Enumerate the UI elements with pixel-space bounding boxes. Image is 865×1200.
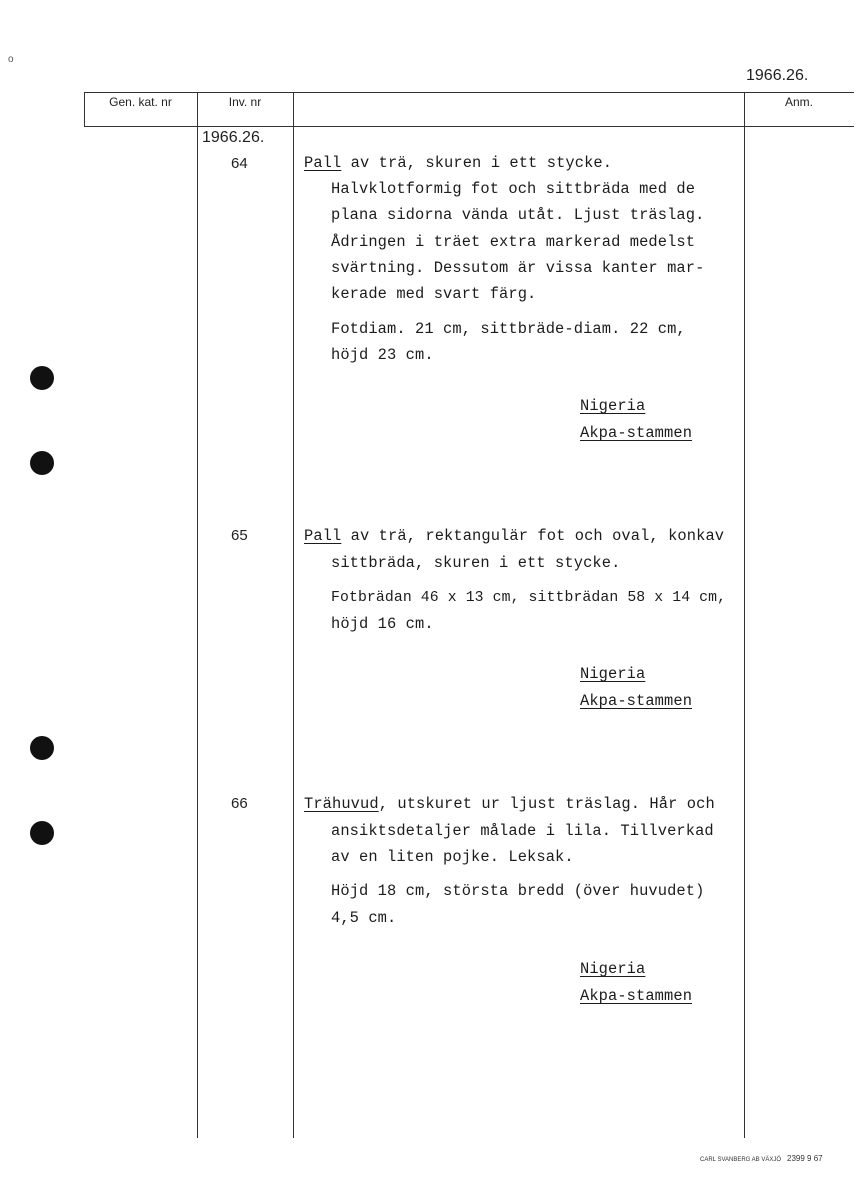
header-anm: Anm.	[784, 95, 813, 109]
printer-footer	[700, 1154, 823, 1163]
description-line: ansiktsdetaljer målade i lila. Tillverkad	[331, 822, 714, 840]
inv-number: 65	[231, 527, 248, 544]
entry-first-line	[304, 523, 724, 549]
printer-name: CARL SVANBERG AB VÄXJÖ	[700, 1157, 782, 1163]
punch-hole-1	[30, 366, 54, 390]
measurement-line: Fotbrädan 46 x 13 cm, sittbrädan 58 x 14 cm,	[331, 590, 727, 606]
first-line-text: av trä, rektangulär fot och oval, konkav	[341, 527, 725, 545]
object-name: Trähuvud	[304, 795, 379, 813]
entry-first-line	[304, 150, 612, 176]
header-top-rule	[84, 92, 854, 93]
description-line: av en liten pojke. Leksak.	[331, 848, 574, 866]
country: Nigeria	[580, 960, 646, 978]
people: Akpa-stammen	[580, 424, 693, 442]
measurement-line: Fotdiam. 21 cm, sittbräde-diam. 22 cm,	[331, 320, 686, 338]
description-line: Halvklotformig fot och sittbräda med de	[331, 180, 696, 198]
first-line-text: , utskuret ur ljust träslag. Hår och	[378, 795, 715, 813]
description-line: sittbräda, skuren i ett stycke.	[331, 554, 621, 572]
entry-first-line	[304, 791, 715, 817]
description-line: Ådringen i träet extra markerad medelst	[331, 233, 696, 251]
description-line: plana sidorna vända utåt. Ljust träslag.	[331, 206, 705, 224]
people: Akpa-stammen	[580, 987, 693, 1005]
col-divider-1	[197, 92, 198, 1138]
col-divider-2	[293, 92, 294, 1138]
country: Nigeria	[580, 665, 646, 683]
col-divider-3	[744, 92, 745, 1138]
punch-hole-3	[30, 736, 54, 760]
country: Nigeria	[580, 397, 646, 415]
people: Akpa-stammen	[580, 692, 693, 710]
description-line: svärtning. Dessutom är vissa kanter mar-	[331, 259, 705, 277]
page-number: 1966.26.	[746, 67, 809, 84]
inv-number: 66	[231, 795, 248, 812]
first-line-text: av trä, skuren i ett stycke.	[341, 154, 613, 172]
object-name: Pall	[304, 527, 342, 545]
punch-hole-4	[30, 821, 54, 845]
measurement-line: höjd 16 cm.	[331, 615, 434, 633]
inv-prefix: 1966.26.	[202, 129, 265, 146]
header-bottom-rule	[84, 126, 854, 127]
description-line: kerade med svart färg.	[331, 285, 537, 303]
measurement-line: 4,5 cm.	[331, 909, 397, 927]
header-inv-nr: Inv. nr	[228, 95, 262, 109]
measurement-line: Höjd 18 cm, största bredd (över huvudet)	[331, 882, 705, 900]
object-name: Pall	[304, 154, 342, 172]
inv-number: 64	[231, 155, 248, 172]
header-gen-kat-nr: Gen. kat. nr	[109, 95, 172, 109]
corner-mark: o	[8, 54, 14, 65]
punch-hole-2	[30, 451, 54, 475]
form-code: 2399 9 67	[787, 1154, 823, 1163]
measurement-line: höjd 23 cm.	[331, 346, 434, 364]
